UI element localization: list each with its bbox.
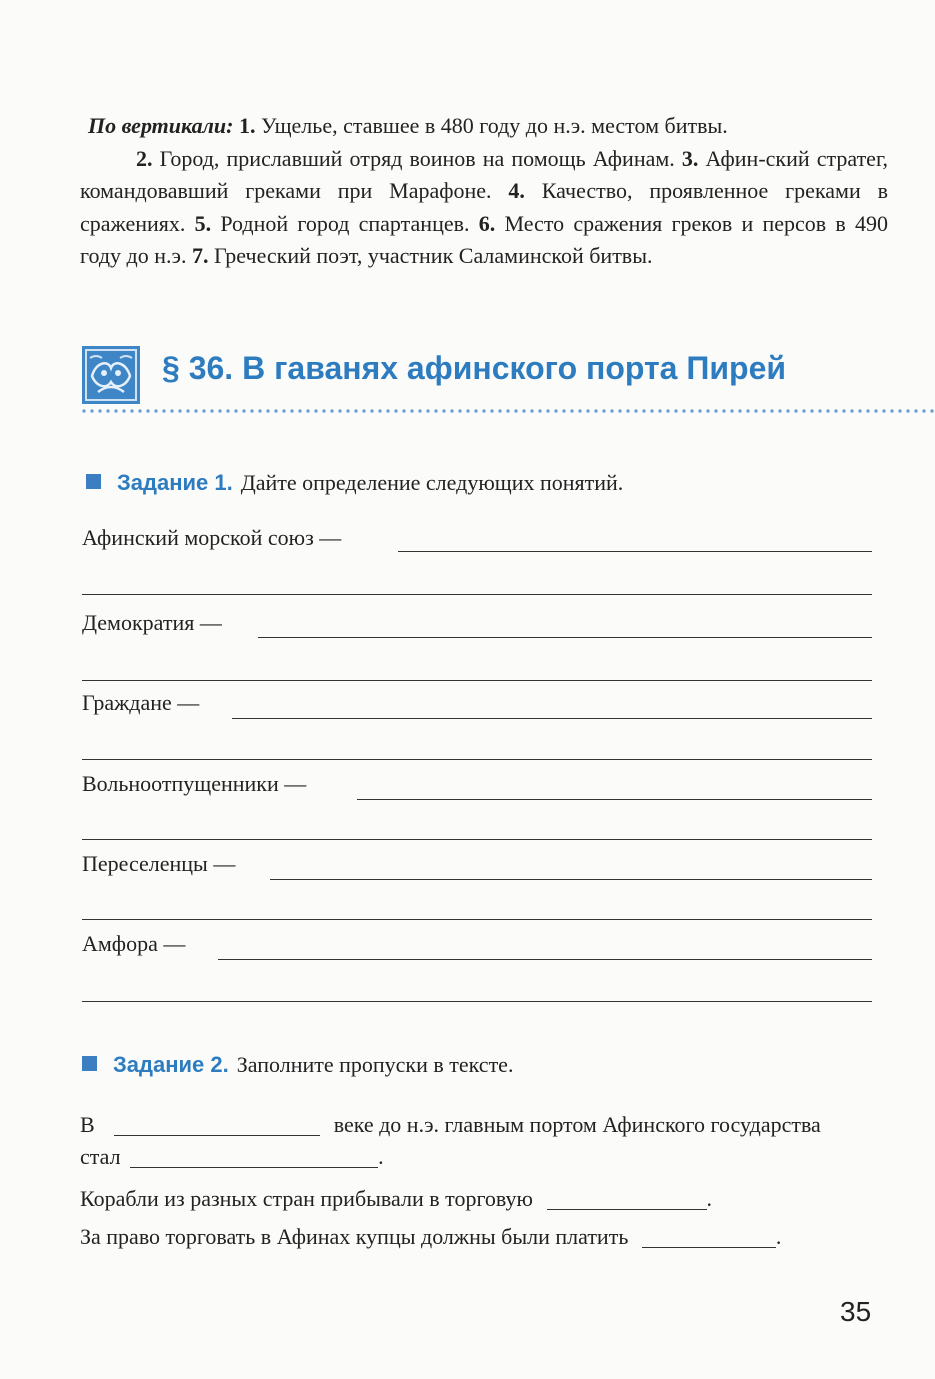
- clue-text: Афин-ский стратег, командовавший греками при Марафоне.: [80, 145, 888, 203]
- task-bullet-icon: [86, 474, 101, 489]
- fill-blank[interactable]: [130, 1149, 378, 1168]
- term-freedmen: Вольноотпущенники —: [82, 771, 307, 796]
- answer-line[interactable]: [232, 718, 872, 719]
- answer-line[interactable]: [398, 551, 872, 552]
- fill-sentence-2: [80, 1144, 880, 1170]
- answer-line[interactable]: [82, 680, 872, 681]
- fill-text: В: [80, 1112, 95, 1137]
- vertical-clues-heading: По вертикали:: [88, 113, 234, 138]
- answer-line[interactable]: [258, 637, 872, 638]
- task2-heading: [82, 1052, 513, 1078]
- answer-line[interactable]: [82, 759, 872, 760]
- clue-text: Греческий поэт, участник Саламинской битвы.: [208, 243, 653, 268]
- task-bullet-icon: [82, 1056, 97, 1071]
- clue-text: Город, приславший отряд воинов на помощь Афинам.: [152, 145, 675, 171]
- task1-label: Задание 1.: [117, 470, 233, 495]
- fill-text: За право торговать в Афинах купцы должны были платить: [80, 1224, 629, 1249]
- fill-blank[interactable]: [547, 1191, 707, 1210]
- fill-text: веке до н.э. главным портом Афинского государства: [333, 1112, 821, 1137]
- page-number: 35: [840, 1296, 872, 1327]
- clue-num: 2.: [136, 145, 153, 171]
- clue-num: 4.: [508, 178, 525, 203]
- clue-num: 3.: [681, 145, 699, 171]
- clue-text: Качество, проявленное греками в сражениях.: [80, 178, 889, 236]
- answer-line[interactable]: [82, 919, 872, 920]
- dotted-divider: [80, 408, 935, 414]
- section-header: [80, 342, 935, 422]
- answer-line[interactable]: [82, 594, 872, 595]
- answer-line[interactable]: [357, 799, 872, 800]
- clue-num: 1.: [238, 113, 256, 138]
- fill-text: .: [775, 1224, 782, 1249]
- answer-line[interactable]: [82, 1001, 872, 1002]
- fill-sentence-4: [80, 1224, 880, 1250]
- term-citizens: Граждане —: [82, 690, 200, 715]
- clue-text: Место сражения греков и персов в 490 году до н.э.: [80, 210, 888, 268]
- fill-text: .: [706, 1186, 712, 1211]
- clue-num: 5.: [194, 210, 212, 236]
- answer-line[interactable]: [270, 879, 872, 880]
- clue-continuation: [80, 146, 888, 269]
- task2-label: Задание 2.: [113, 1052, 229, 1077]
- vertical-clues: [80, 110, 888, 273]
- fill-text: .: [378, 1144, 384, 1169]
- section-title: § 36. В гаванях афинского порта Пирей: [162, 350, 787, 386]
- clue-num: 6.: [478, 210, 496, 236]
- fill-blank[interactable]: [114, 1117, 320, 1136]
- fill-blank[interactable]: [642, 1229, 776, 1248]
- answer-line[interactable]: [82, 839, 872, 840]
- task1-instruction: Дайте определение следующих понятий.: [240, 470, 624, 495]
- term-amphora: Амфора —: [82, 931, 186, 956]
- term-settlers: Переселенцы —: [82, 851, 236, 876]
- task1-heading: [86, 470, 623, 496]
- fill-text: стал: [80, 1144, 121, 1169]
- fill-text: Корабли из разных стран прибывали в торговую: [80, 1186, 533, 1211]
- fill-sentence-1: [80, 1112, 880, 1138]
- term-athenian-league: Афинский морской союз —: [82, 525, 342, 550]
- task2-instruction: Заполните пропуски в тексте.: [236, 1052, 514, 1077]
- fill-sentence-3: [80, 1186, 880, 1212]
- clue-num: 7.: [191, 243, 209, 268]
- section-ornament-icon: [82, 346, 140, 404]
- clue-text: Родной город спартанцев.: [211, 210, 470, 236]
- term-democracy: Демократия —: [82, 610, 222, 635]
- clue-text: Ущелье, ставшее в 480 году до н.э. местом битвы.: [255, 113, 728, 138]
- answer-line[interactable]: [218, 959, 872, 960]
